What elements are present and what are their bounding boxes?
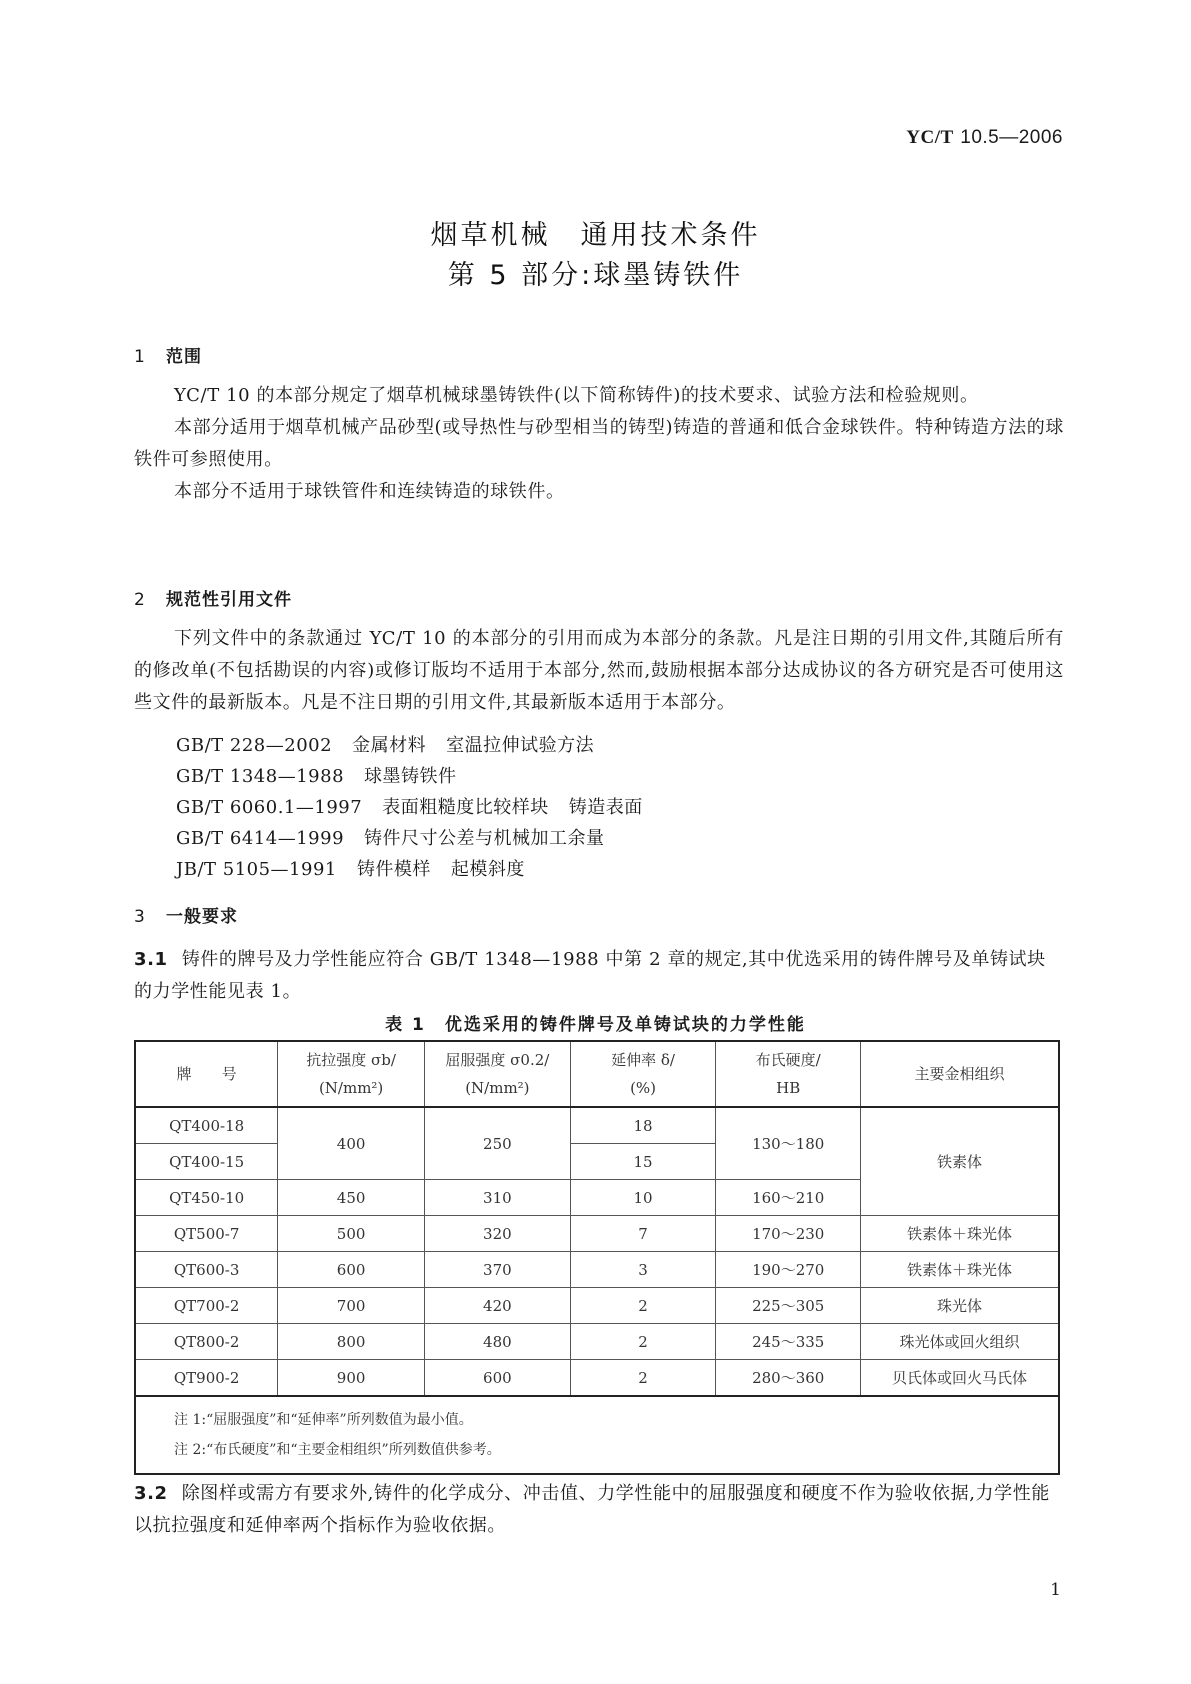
paragraph: 本部分适用于烟草机械产品砂型(或导热性与砂型相当的铸型)铸造的普通和低合金球铁件。特种铸造方法的球铁件可参照使用。 [134, 417, 1064, 470]
page-number: 1 [1050, 1580, 1061, 1600]
standard-code [906, 126, 1063, 149]
table-row: QT800-2 800 480 2 245～335 珠光体或回火组织 [135, 1324, 1059, 1360]
clause-3-1: 3.1 铸件的牌号及力学性能应符合 GB/T 1348—1988 中第 2 章的规定,其中优选采用的铸件牌号及单铸试块的力学性能见表 1。 [134, 949, 1046, 1002]
section-1-body [134, 380, 1064, 508]
header-hardness: 布氏硬度/ HB [716, 1041, 861, 1107]
section-2-heading: 2 规范性引用文件 [134, 590, 292, 610]
table-row: QT400-15 15 [135, 1144, 1059, 1180]
table-row: QT700-2 700 420 2 225～305 珠光体 [135, 1288, 1059, 1324]
header-tensile: 抗拉强度 σb/ (N/mm²) [278, 1041, 425, 1107]
table-note: 注 1:“屈服强度”和“延伸率”所列数值为最小值。 [174, 1412, 473, 1428]
standard-prefix: YC/T [906, 127, 954, 148]
paragraph: YC/T 10 的本部分规定了烟草机械球墨铸铁件(以下简称铸件)的技术要求、试验方法和检验规则。 [174, 385, 979, 406]
clause-3-2: 3.2 除图样或需方有要求外,铸件的化学成分、冲击值、力学性能中的屈服强度和硬度不作为验收依据,力学性能以抗拉强度和延伸率两个指标作为验收依据。 [134, 1483, 1050, 1536]
reference-item: JB/T 5105—1991 铸件模样 起模斜度 [176, 859, 525, 880]
table-row: QT900-2 900 600 2 280～360 贝氏体或回火马氏体 [135, 1360, 1059, 1397]
table-row: QT400-18 400 250 18 130～180 铁素体 [135, 1107, 1059, 1144]
mechanical-properties-table [134, 1040, 1060, 1475]
section-1-heading: 1 范围 [134, 347, 202, 367]
table-note: 注 2:“布氏硬度”和“主要金相组织”所列数值供参考。 [174, 1442, 501, 1458]
table-row: QT500-7 500 320 7 170～230 铁素体＋珠光体 [135, 1216, 1059, 1252]
table-notes [135, 1396, 1059, 1474]
reference-item: GB/T 228—2002 金属材料 室温拉伸试验方法 [176, 735, 595, 756]
table-row: QT600-3 600 370 3 190～270 铁素体＋珠光体 [135, 1252, 1059, 1288]
table-caption: 表 1 优选采用的铸件牌号及单铸试块的力学性能 [385, 1015, 806, 1035]
header-elongation: 延伸率 δ/ (%) [570, 1041, 716, 1107]
reference-item: GB/T 1348—1988 球墨铸铁件 [176, 766, 457, 787]
standard-number: 10.5—2006 [960, 127, 1063, 148]
header-grade: 牌 号 [135, 1041, 278, 1107]
document-title: 烟草机械 通用技术条件 [430, 220, 761, 251]
reference-item: GB/T 6060.1—1997 表面粗糙度比较样块 铸造表面 [176, 797, 643, 818]
section-3-heading: 3 一般要求 [134, 907, 238, 927]
table-row: QT450-10 450 310 10 160～210 [135, 1180, 1059, 1216]
document-subtitle: 第 5 部分:球墨铸铁件 [447, 260, 744, 291]
header-microstructure: 主要金相组织 [861, 1041, 1059, 1107]
header-yield: 屈服强度 σ0.2/ (N/mm²) [424, 1041, 570, 1107]
section-2-paragraph: 下列文件中的条款通过 YC/T 10 的本部分的引用而成为本部分的条款。凡是注日期的引用文件,其随后所有的修改单(不包括勘误的内容)或修订版均不适用于本部分,然而,鼓励根据本部分达成协议的各方研究是否可使用这些文件的最新版本。凡是不注日期的引用文件,其最新版本适用于本部分。 [134, 628, 1064, 713]
table-notes-row [135, 1396, 1059, 1474]
paragraph: 本部分不适用于球铁管件和连续铸造的球铁件。 [174, 481, 565, 502]
table-header-row [135, 1041, 1059, 1107]
reference-item: GB/T 6414—1999 铸件尺寸公差与机械加工余量 [176, 828, 605, 849]
